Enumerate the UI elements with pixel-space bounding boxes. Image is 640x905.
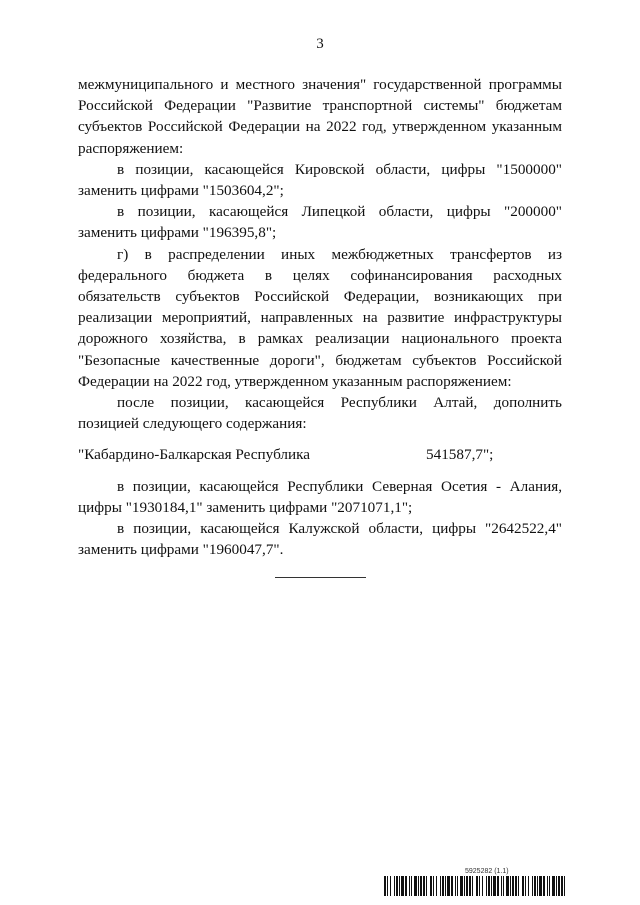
document-body bbox=[78, 74, 562, 560]
paragraph-continuation: межмуниципального и местного значения" государственной программы Российской Федерации "Развитие транспортной системы" бюджетам субъектов Российской Федерации на 2022 год, утвержденном указанным распоряжением: bbox=[78, 76, 562, 157]
region-name: "Кабардино-Балкарская Республика bbox=[78, 446, 311, 464]
inserted-position-row bbox=[78, 444, 562, 465]
region-amount: 541587,7"; bbox=[426, 446, 494, 464]
paragraph-after-altai: после позиции, касающейся Республики Алтай, дополнить позицией следующего содержания: bbox=[78, 394, 562, 433]
barcode bbox=[384, 876, 566, 896]
paragraph-kaluga: в позиции, касающейся Калужской области, цифры "2642522,4" заменить цифрами "1960047,7". bbox=[78, 520, 562, 559]
paragraph-lipetsk: в позиции, касающейся Липецкой области, цифры "200000" заменить цифрами "196395,8"; bbox=[78, 203, 562, 242]
document-code: 5925282 (1.1) bbox=[465, 868, 509, 875]
paragraph-north-ossetia: в позиции, касающейся Республики Северная Осетия - Алания, цифры "1930184,1" заменить цифрами "2071071,1"; bbox=[78, 477, 562, 516]
paragraph-kirov: в позиции, касающейся Кировской области, цифры "1500000" заменить цифрами "1503604,2"; bbox=[78, 160, 562, 200]
page-number: 3 bbox=[316, 36, 324, 52]
end-divider-line bbox=[275, 577, 366, 578]
paragraph-item-g: г) в распределении иных межбюджетных трансфертов из федерального бюджета в целях софинансирования расходных обязательств субъектов Российской Федерации, возникающих при реализации мероприятий, направленных на развитие инфраструктуры дорожного хозяйства, в рамках реализации национального проекта "Безопасные качественные дороги", бюджетам субъектов Российской Федерации на 2022 год, утвержденном указанным распоряжением: bbox=[78, 245, 562, 390]
